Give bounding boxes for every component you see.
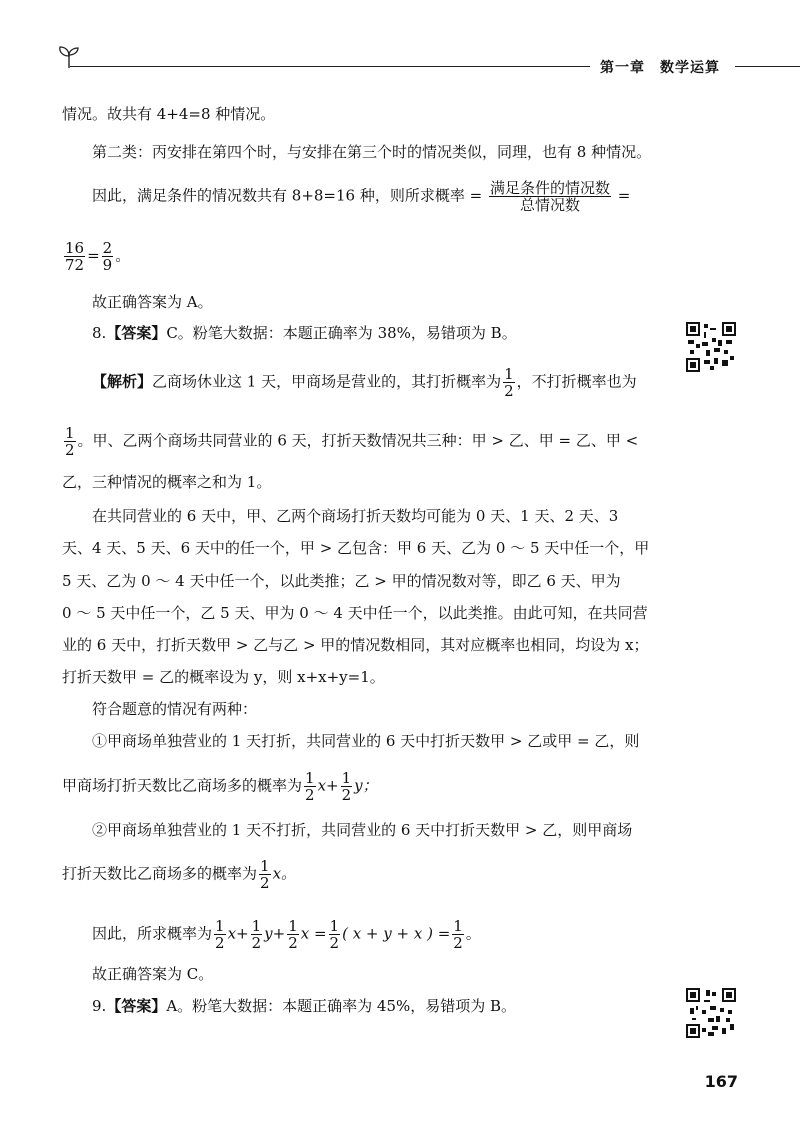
text-line: 天、4 天、5 天、6 天中的任一个，甲 > 乙包含：甲 6 天、乙为 0 ～ 5 天中任一个，甲 <box>62 539 650 557</box>
fraction: $\frac{\text{满足条件的情况数}}{\text{总情况数}}$ <box>489 179 610 214</box>
answer-tag: 【答案】 <box>106 324 167 342</box>
fraction: $\frac{16}{72}$ <box>65 239 85 274</box>
text-line: 5 天、乙为 0 ～ 4 天中任一个，以此类推；乙 > 甲的情况数对等，即乙 6 天、甲为 <box>62 572 621 590</box>
fraction: $\frac{1}{2}$ <box>504 365 514 400</box>
text-line: 乙，三种情况的概率之和为 1。 <box>62 473 272 491</box>
qr-code-icon[interactable] <box>686 322 736 372</box>
text-line: 在共同营业的 6 天中，甲、乙两个商场打折天数均可能为 0 天、1 天、2 天、3 <box>92 507 619 525</box>
header-rule <box>70 66 590 67</box>
qr-code-icon[interactable] <box>686 988 736 1038</box>
text-line: $\frac{16}{72}$ = $\frac{2}{9}$ 。 <box>65 239 131 274</box>
fraction: $\frac{1}{2}$ <box>453 917 463 952</box>
text-line: 打折天数甲 = 乙的概率设为 y，则 x+x+y=1。 <box>62 668 385 686</box>
text-line: 因此，所求概率为 $\frac{1}{2}$ x+ $\frac{1}{2}$ y+ $\frac{1}{2}$ x = $\frac{1}{2}$ ( x + y + x ) = $\frac{1}{2}$ 。 <box>92 917 481 952</box>
text-line: 甲商场打折天数比乙商场多的概率为 $\frac{1}{2}$ x+ $\frac{1}{2}$ y； <box>62 769 378 804</box>
text-line: 故正确答案为 C。 <box>92 965 214 983</box>
text-line: 情况。故共有 4+4=8 种情况。 <box>62 105 276 123</box>
text-line: 0 ～ 5 天中任一个，乙 5 天、甲为 0 ～ 4 天中任一个，以此类推。由此可知，在共同营 <box>62 604 648 622</box>
page-number: 167 <box>704 1072 738 1091</box>
text-line: $\frac{1}{2}$ 。甲、乙两个商场共同营业的 6 天，打折天数情况共三种：甲 > 乙、甲 = 乙、甲 < <box>65 424 639 459</box>
text-line: 打折天数比乙商场多的概率为 $\frac{1}{2}$ x。 <box>62 857 297 892</box>
text-line: 第二类：丙安排在第四个时，与安排在第三个时的情况类似，同理，也有 8 种情况。 <box>92 143 652 161</box>
fraction: $\frac{1}{2}$ <box>215 917 225 952</box>
text-line: 9.【答案】A。粉笔大数据：本题正确率为 45%，易错项为 B。 <box>92 997 517 1015</box>
fraction: $\frac{1}{2}$ <box>65 424 75 459</box>
fraction: $\frac{1}{2}$ <box>260 857 270 892</box>
fraction: $\frac{1}{2}$ <box>341 769 352 804</box>
fraction: $\frac{2}{9}$ <box>102 239 113 274</box>
fraction: $\frac{1}{2}$ <box>288 917 298 952</box>
text-line: 故正确答案为 A。 <box>92 293 213 311</box>
text-line: ②甲商场单独营业的 1 天不打折，共同营业的 6 天中打折天数甲 > 乙，则甲商场 <box>92 821 633 839</box>
text-line: ①甲商场单独营业的 1 天打折，共同营业的 6 天中打折天数甲 > 乙或甲 = 乙，则 <box>92 732 640 750</box>
text-line: 8.【答案】C。粉笔大数据：本题正确率为 38%，易错项为 B。 <box>92 324 517 342</box>
text-line: 符合题意的情况有两种： <box>92 700 258 718</box>
chapter-title: 第一章 数学运算 <box>600 60 720 76</box>
header-rule-right <box>735 66 800 67</box>
answer-tag: 【答案】 <box>106 997 167 1015</box>
text-line: 【解析】乙商场休业这 1 天，甲商场是营业的，其打折概率为 $\frac{1}{2}$ ，不打折概率也为 <box>92 365 637 400</box>
text-line: 因此，满足条件的情况数共有 8+8=16 种，则所求概率 = $\frac{\text{满足条件的情况数}}{\text{总情况数}}$ = <box>92 179 631 214</box>
analysis-tag: 【解析】 <box>92 372 153 391</box>
fraction: $\frac{1}{2}$ <box>251 917 262 952</box>
fraction: $\frac{1}{2}$ <box>305 769 315 804</box>
text-line: 业的 6 天中，打折天数甲 > 乙与乙 > 甲的情况数相同，其对应概率也相同，均设为 x； <box>62 636 649 654</box>
fraction: $\frac{1}{2}$ <box>329 917 340 952</box>
